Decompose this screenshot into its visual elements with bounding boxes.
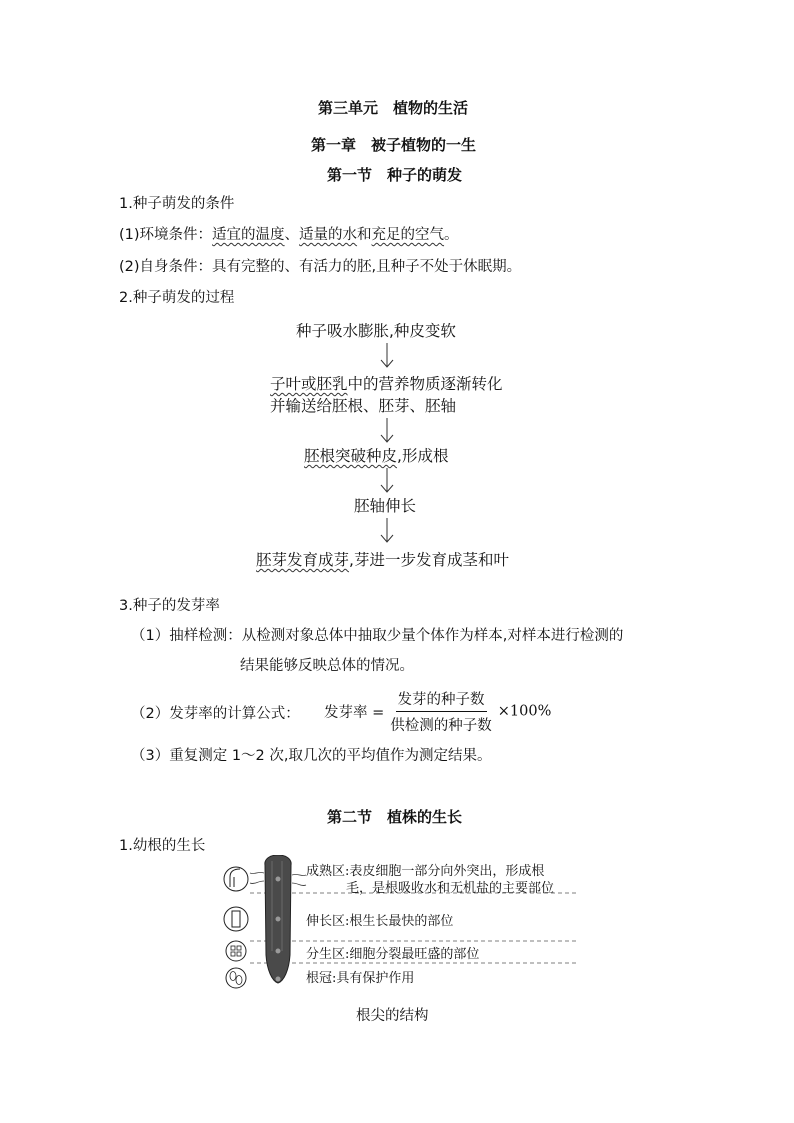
process-step-2: [270, 372, 503, 394]
formula-lhs: 发芽率 =: [324, 705, 385, 721]
unit-title: 第三单元 植物的生活: [318, 99, 469, 117]
zone-mature-line1: 成熟区:表皮细胞一部分向外突出，形成根: [306, 864, 545, 879]
rate-item-1-line1: （1）抽样检测：从检测对象总体中抽取少量个体作为样本,对样本进行检测的: [131, 628, 624, 644]
process-step-1: 种子吸水膨胀,种皮变软: [296, 322, 456, 340]
env-air: 充足的空气: [371, 227, 445, 243]
formula-fraction: [388, 688, 494, 735]
zone-elongation: 伸长区:根生长最快的部位: [306, 914, 454, 929]
zone-meristem: 分生区:细胞分裂最旺盛的部位: [306, 947, 480, 962]
formula-numerator: 发芽的种子数: [396, 688, 487, 712]
process-step-5-highlight: 胚芽发育成芽: [256, 551, 350, 569]
zone-mature-line2: 毛，是根吸收水和无机盐的主要部位: [346, 881, 555, 896]
process-step-2-rest: 中的营养物质逐渐转化: [347, 375, 503, 393]
process-step-3: [304, 444, 448, 466]
root-cap-cell-icon: [226, 968, 246, 988]
down-arrow-icon: [377, 343, 397, 369]
meristem-cell-icon: [226, 941, 246, 961]
formula-denominator: 供检测的种子数: [390, 718, 492, 734]
process-step-2-highlight: 子叶或胚乳: [270, 375, 348, 393]
env-water: 适量的水: [299, 227, 358, 243]
process-step-5-rest: ,芽进一步发育成茎和叶: [349, 551, 509, 569]
self-conditions: (2)自身条件：具有完整的、有活力的胚,且种子不处于休眠期。: [119, 259, 522, 275]
process-step-3-highlight: 胚根突破种皮: [304, 447, 398, 465]
zone-root-cap: 根冠:具有保护作用: [306, 971, 415, 986]
down-arrow-icon: [377, 518, 397, 544]
rate-formula: [324, 688, 551, 735]
down-arrow-icon: [377, 418, 397, 444]
env-and: 和: [357, 227, 372, 243]
environment-conditions: [119, 223, 459, 244]
process-heading: 2.种子萌发的过程: [119, 290, 235, 306]
process-step-5: [256, 548, 509, 570]
section2-title: 第二节 植株的生长: [327, 808, 463, 826]
elongation-cell-icon: [224, 907, 248, 931]
section1-title: 第一节 种子的萌发: [327, 166, 463, 184]
root-hair-cell-icon: [224, 867, 248, 891]
env-temperature: 适宜的温度: [212, 227, 285, 243]
process-step-2-line2: 并输送给胚根、胚芽、胚轴: [270, 397, 457, 415]
env-end: 。: [444, 227, 459, 243]
root-growth-heading: 1.幼根的生长: [119, 838, 206, 854]
env-prefix: (1)环境条件：: [119, 227, 213, 243]
diagram-caption: 根尖的结构: [356, 1008, 429, 1024]
rate-item-1-line2: 结果能够反映总体的情况。: [240, 658, 414, 674]
chapter-title: 第一章 被子植物的一生: [311, 136, 477, 154]
rate-item-2-label: （2）发芽率的计算公式：: [131, 706, 300, 722]
conditions-heading: 1.种子萌发的条件: [119, 196, 235, 212]
down-arrow-icon: [377, 468, 397, 494]
rate-item-3: （3）重复测定 1～2 次,取几次的平均值作为测定结果。: [131, 748, 492, 764]
env-sep: 、: [284, 227, 300, 243]
rate-heading: 3.种子的发芽率: [119, 598, 220, 614]
process-step-4: 胚轴伸长: [354, 497, 417, 515]
formula-multiplier: ×100%: [497, 703, 552, 720]
process-step-3-rest: ,形成根: [397, 447, 449, 465]
